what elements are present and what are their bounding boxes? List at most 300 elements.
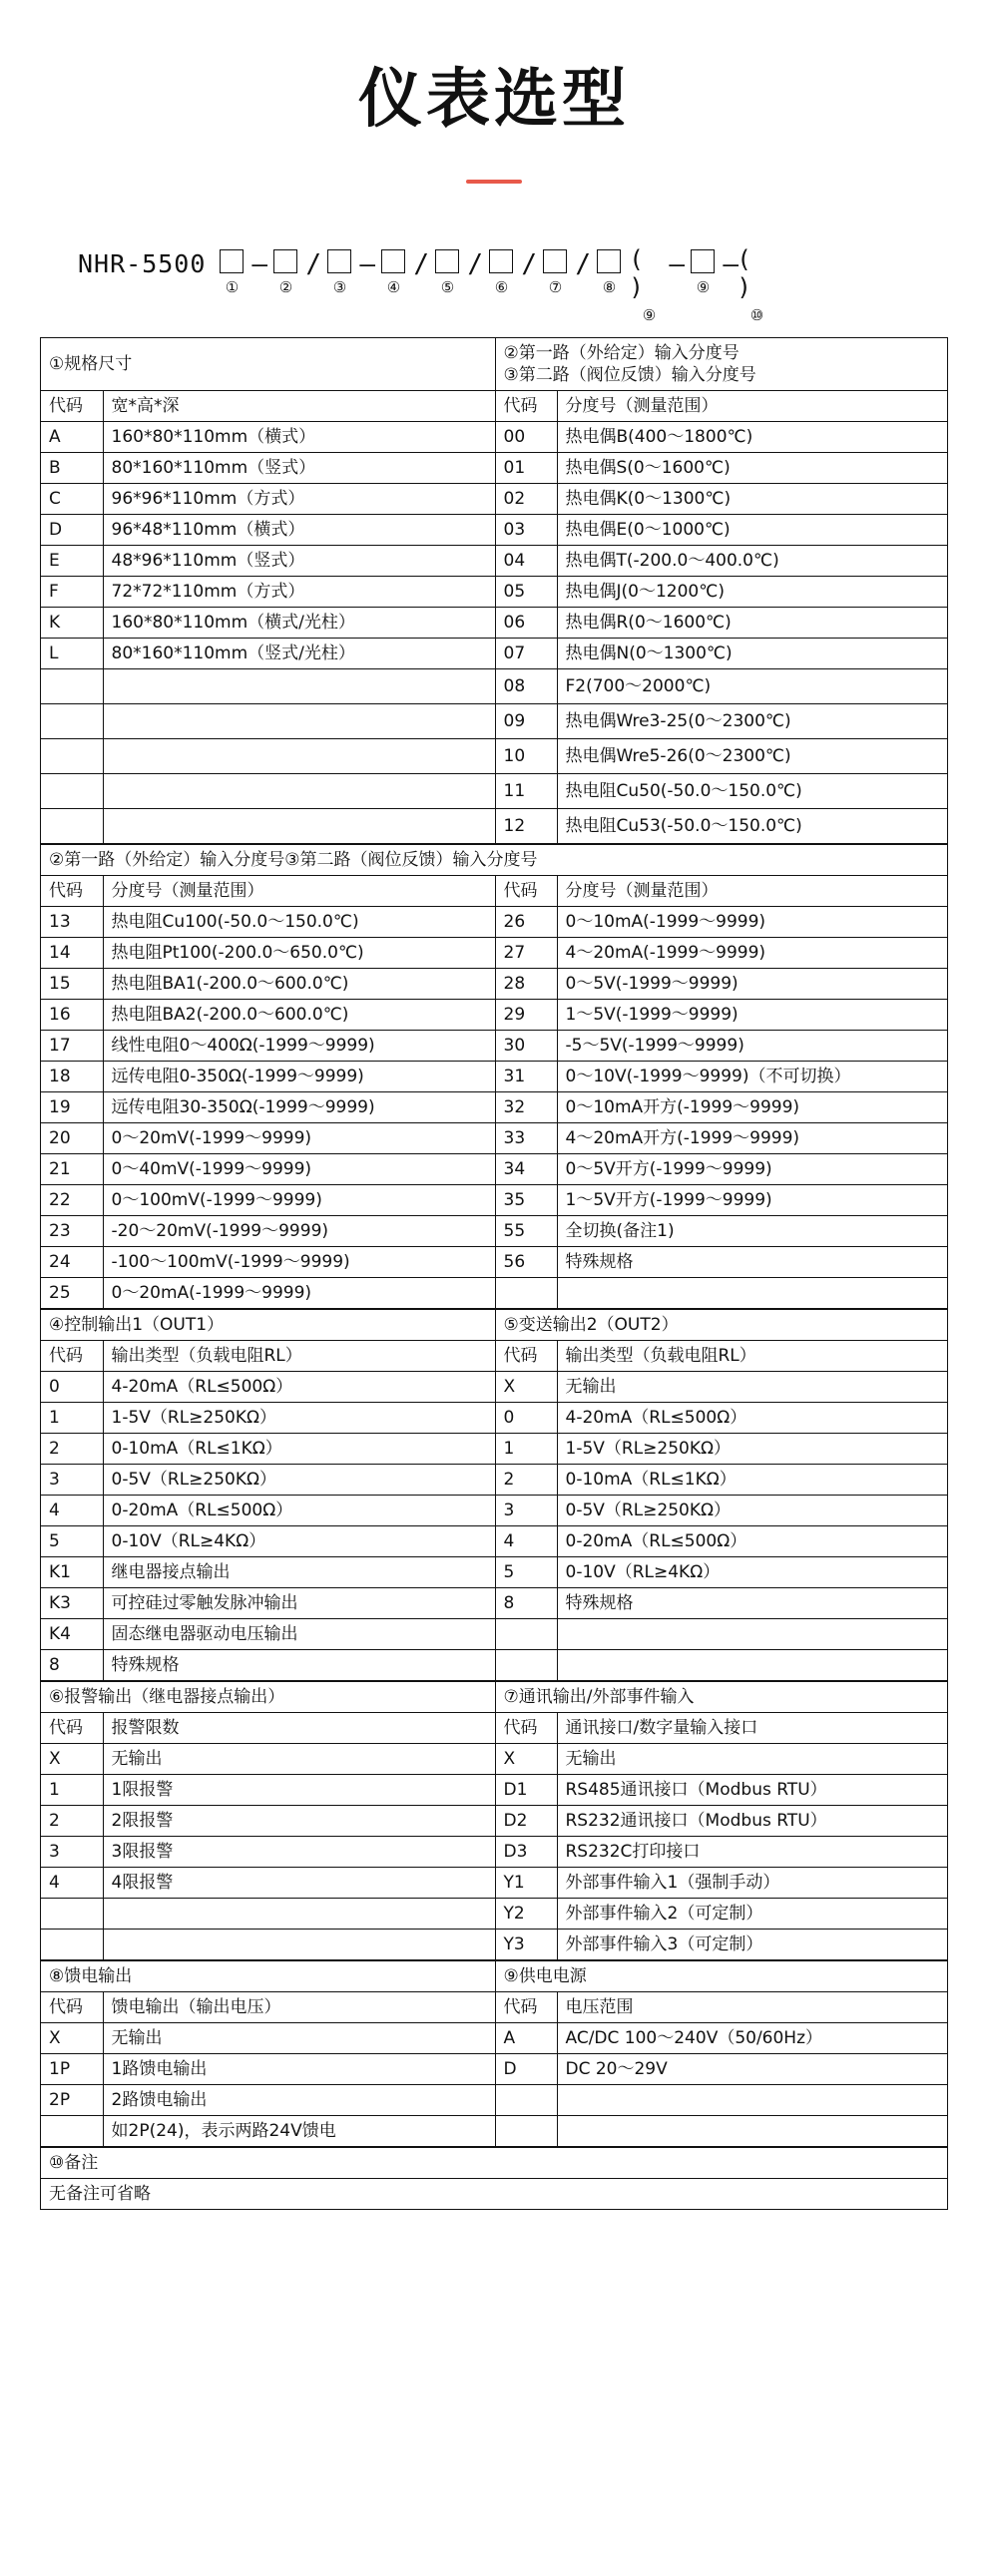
section-title-input-continued: ②第一路（外给定）输入分度号③第二路（阀位反馈）输入分度号 [41, 845, 947, 876]
size-code: L [41, 639, 103, 669]
empty-cell [495, 2116, 557, 2147]
input-value: 全切换(备注1) [557, 1216, 947, 1247]
feed-value: 1路馈电输出 [103, 2054, 495, 2085]
table-row [41, 809, 947, 844]
input-code: 06 [495, 608, 557, 639]
section-title-remarks: ⑩备注 [41, 2148, 947, 2179]
out1-value: 0-20mA（RL≤500Ω） [103, 1496, 495, 1526]
empty-cell [103, 739, 495, 774]
slot-box-8 [597, 249, 621, 273]
input-code: 26 [495, 907, 557, 938]
slot-box-9 [691, 249, 715, 273]
out1-value: 固态继电器驱动电压输出 [103, 1619, 495, 1650]
alarm-code: 3 [41, 1837, 103, 1868]
out2-code: 3 [495, 1496, 557, 1526]
model-slots [212, 243, 776, 323]
input-code: 07 [495, 639, 557, 669]
model-slot-9-paren [629, 243, 669, 323]
table-row [41, 1372, 947, 1403]
out1-value: 1-5V（RL≥250KΩ） [103, 1403, 495, 1434]
table-row [41, 1557, 947, 1588]
input-value: 远传电阻0-350Ω(-1999～9999) [103, 1062, 495, 1092]
size-code: E [41, 546, 103, 577]
input-value: 热电偶J(0～1200℃) [557, 577, 947, 608]
power-code: D [495, 2054, 557, 2085]
input-code: 00 [495, 422, 557, 453]
empty-cell [103, 704, 495, 739]
section-header-row [41, 1682, 947, 1713]
input-value: 热电阻BA2(-200.0～600.0℃) [103, 1000, 495, 1031]
input-code: 22 [41, 1185, 103, 1216]
out1-value: 可控硅过零触发脉冲输出 [103, 1588, 495, 1619]
out1-code: 5 [41, 1526, 103, 1557]
table-row [41, 739, 947, 774]
size-code: K [41, 608, 103, 639]
input-value: 线性电阻0～400Ω(-1999～9999) [103, 1031, 495, 1062]
input-code: 28 [495, 969, 557, 1000]
empty-cell [495, 2085, 557, 2116]
section-header-row [41, 1961, 947, 1992]
table-row [41, 1031, 947, 1062]
power-value: AC/DC 100～240V（50/60Hz） [557, 2023, 947, 2054]
input-code: 18 [41, 1062, 103, 1092]
size-value: 96*48*110mm（横式） [103, 515, 495, 546]
table-feed-power [41, 1960, 947, 2147]
header-value-input-right: 分度号（测量范围） [557, 876, 947, 907]
section-title-comm: ⑦通讯输出/外部事件输入 [495, 1682, 947, 1713]
model-slot-10-paren [737, 243, 776, 323]
out2-value: 1-5V（RL≥250KΩ） [557, 1434, 947, 1465]
out2-code: 1 [495, 1434, 557, 1465]
input-value: -5～5V(-1999～9999) [557, 1031, 947, 1062]
table-header-row [41, 1713, 947, 1744]
header-value-input-left: 分度号（测量范围） [103, 876, 495, 907]
slot-number-9: ⑨ [642, 307, 657, 324]
input-code: 21 [41, 1154, 103, 1185]
slot-number-4: ④ [386, 279, 401, 296]
input-value: 0～10mA(-1999～9999) [557, 907, 947, 938]
out1-value: 继电器接点输出 [103, 1557, 495, 1588]
size-code: B [41, 453, 103, 484]
header-code-size: 代码 [41, 391, 103, 422]
table-row [41, 1650, 947, 1681]
input-value: 热电阻BA1(-200.0～600.0℃) [103, 969, 495, 1000]
input-value: -100～100mV(-1999～9999) [103, 1247, 495, 1278]
title-divider [466, 180, 522, 184]
slot-separator-5: / [467, 249, 484, 279]
alarm-code: X [41, 1744, 103, 1775]
header-code-feed: 代码 [41, 1992, 103, 2023]
input-value: 0～5V开方(-1999～9999) [557, 1154, 947, 1185]
input-code: 23 [41, 1216, 103, 1247]
empty-cell [41, 774, 103, 809]
input-value: -20～20mV(-1999～9999) [103, 1216, 495, 1247]
input-value: 0～10mA开方(-1999～9999) [557, 1092, 947, 1123]
input-value: 热电偶S(0～1600℃) [557, 453, 947, 484]
empty-cell [557, 1650, 947, 1681]
out1-code: 0 [41, 1372, 103, 1403]
feed-value: 无输出 [103, 2023, 495, 2054]
table-row [41, 1154, 947, 1185]
input-value: 4～20mA(-1999～9999) [557, 938, 947, 969]
table-row [41, 1619, 947, 1650]
slot-separator-4: / [413, 249, 430, 279]
slot-number-9b: ⑨ [696, 279, 711, 296]
input-code: 05 [495, 577, 557, 608]
slot-number-3: ③ [332, 279, 347, 296]
slot-number-1: ① [225, 279, 240, 296]
empty-cell [495, 1650, 557, 1681]
input-value: 1～5V开方(-1999～9999) [557, 1185, 947, 1216]
page-title: 仪表选型 [358, 63, 630, 137]
input-code: 27 [495, 938, 557, 969]
feed-value: 2路馈电输出 [103, 2085, 495, 2116]
out1-value: 4-20mA（RL≤500Ω） [103, 1372, 495, 1403]
empty-cell [41, 809, 103, 844]
input-value: 热电阻Cu53(-50.0～150.0℃) [557, 809, 947, 844]
empty-cell [41, 669, 103, 704]
header-value-out1: 输出类型（负载电阻RL） [103, 1341, 495, 1372]
input-code: 31 [495, 1062, 557, 1092]
table-remarks [41, 2147, 947, 2210]
table-row [41, 774, 947, 809]
input-value: 热电偶K(0～1300℃) [557, 484, 947, 515]
out2-value: 特殊规格 [557, 1588, 947, 1619]
header-code-input-right: 代码 [495, 876, 557, 907]
table-row [41, 969, 947, 1000]
table-row [41, 1092, 947, 1123]
out2-value: 0-20mA（RL≤500Ω） [557, 1526, 947, 1557]
comm-code: X [495, 1744, 557, 1775]
model-code-line [40, 243, 948, 323]
table-row [41, 1775, 947, 1806]
input-value: 热电偶T(-200.0～400.0℃) [557, 546, 947, 577]
slot-paren-10: ( ) [737, 245, 751, 301]
header-value-size: 宽*高*深 [103, 391, 495, 422]
header-code-comm: 代码 [495, 1713, 557, 1744]
input-code: 33 [495, 1123, 557, 1154]
slot-separator-9: – [723, 249, 740, 279]
size-value: 72*72*110mm（方式） [103, 577, 495, 608]
slot-number-6: ⑥ [494, 279, 509, 296]
input-value: 0～100mV(-1999～9999) [103, 1185, 495, 1216]
section-header-row [41, 2148, 947, 2179]
table-row [41, 2085, 947, 2116]
table-row [41, 1496, 947, 1526]
input-value: 0～20mV(-1999～9999) [103, 1123, 495, 1154]
input-code: 30 [495, 1031, 557, 1062]
header-value-out2: 输出类型（负载电阻RL） [557, 1341, 947, 1372]
feed-code: 1P [41, 2054, 103, 2085]
feed-note: 如2P(24)，表示两路24V馈电 [103, 2116, 495, 2147]
input-value: 0～10V(-1999～9999)（不可切换） [557, 1062, 947, 1092]
spec-tables [40, 337, 948, 2210]
comm-code: D3 [495, 1837, 557, 1868]
table-row [41, 1837, 947, 1868]
input-value: F2(700～2000℃) [557, 669, 947, 704]
table-size-and-input [41, 338, 947, 844]
input-code: 55 [495, 1216, 557, 1247]
slot-number-7: ⑦ [548, 279, 563, 296]
table-row [41, 1526, 947, 1557]
slot-separator-6: / [521, 249, 538, 279]
out1-value: 特殊规格 [103, 1650, 495, 1681]
out2-code: 4 [495, 1526, 557, 1557]
section-title-feed: ⑧馈电输出 [41, 1961, 495, 1992]
table-row [41, 938, 947, 969]
table-row [41, 639, 947, 669]
out1-value: 0-10V（RL≥4KΩ） [103, 1526, 495, 1557]
table-row [41, 907, 947, 938]
input-value: 4～20mA开方(-1999～9999) [557, 1123, 947, 1154]
page-bottom-spacer [0, 2210, 988, 2220]
slot-number-8: ⑧ [602, 279, 617, 296]
section-title-alarm: ⑥报警输出（继电器接点输出） [41, 1682, 495, 1713]
slot-number-10: ⑩ [749, 307, 764, 324]
input-code: 08 [495, 669, 557, 704]
input-code: 32 [495, 1092, 557, 1123]
table-row [41, 515, 947, 546]
empty-cell [557, 2085, 947, 2116]
comm-code: D1 [495, 1775, 557, 1806]
size-code: C [41, 484, 103, 515]
feed-code: X [41, 2023, 103, 2054]
header-code-input: 代码 [495, 391, 557, 422]
size-code: D [41, 515, 103, 546]
out1-value: 0-5V（RL≥250KΩ） [103, 1465, 495, 1496]
comm-value: RS232通讯接口（Modbus RTU） [557, 1806, 947, 1837]
header-value-alarm: 报警限数 [103, 1713, 495, 1744]
table-header-row [41, 876, 947, 907]
alarm-value: 1限报警 [103, 1775, 495, 1806]
empty-cell [41, 704, 103, 739]
alarm-value: 2限报警 [103, 1806, 495, 1837]
slot-box-7 [543, 249, 567, 273]
table-row [41, 1806, 947, 1837]
input-code: 34 [495, 1154, 557, 1185]
out2-code: 2 [495, 1465, 557, 1496]
comm-code: Y2 [495, 1899, 557, 1930]
input-value: 0～5V(-1999～9999) [557, 969, 947, 1000]
out1-code: 2 [41, 1434, 103, 1465]
input-code: 24 [41, 1247, 103, 1278]
section-title-inputs [495, 338, 947, 391]
table-row [41, 453, 947, 484]
model-slot-3 [319, 243, 359, 295]
slot-paren-9: ( ) [629, 245, 644, 301]
input-value: 热电偶B(400～1800℃) [557, 422, 947, 453]
input-code: 09 [495, 704, 557, 739]
table-row [41, 2116, 947, 2147]
input-value: 热电阻Cu100(-50.0～150.0℃) [103, 907, 495, 938]
out2-code: X [495, 1372, 557, 1403]
section-header-row [41, 338, 947, 391]
table-row [41, 2054, 947, 2085]
model-slot-7 [535, 243, 575, 295]
input-value: 0～20mA(-1999～9999) [103, 1278, 495, 1309]
input-code: 20 [41, 1123, 103, 1154]
empty-cell [41, 1930, 103, 1960]
table-header-row [41, 1341, 947, 1372]
empty-cell [41, 739, 103, 774]
slot-separator-1: – [251, 249, 268, 279]
input-value: 热电偶N(0～1300℃) [557, 639, 947, 669]
alarm-value: 无输出 [103, 1744, 495, 1775]
input-value: 热电偶E(0～1000℃) [557, 515, 947, 546]
comm-code: Y1 [495, 1868, 557, 1899]
slot-number-2: ② [278, 279, 293, 296]
input-value: 特殊规格 [557, 1247, 947, 1278]
table-row [41, 1465, 947, 1496]
section-title-input-3: ③第二路（阀位反馈）输入分度号 [503, 365, 756, 385]
table-row [41, 422, 947, 453]
empty-cell [495, 1278, 557, 1309]
slot-separator-3: – [359, 249, 376, 279]
input-code: 12 [495, 809, 557, 844]
section-header-row [41, 845, 947, 876]
comm-value: RS232C打印接口 [557, 1837, 947, 1868]
slot-box-1 [220, 249, 244, 273]
table-row [41, 546, 947, 577]
empty-cell [103, 774, 495, 809]
empty-cell [495, 1619, 557, 1650]
size-value: 160*80*110mm（横式/光柱） [103, 608, 495, 639]
section-title-size: ①规格尺寸 [41, 338, 495, 391]
model-slot-8 [589, 243, 629, 295]
comm-code: D2 [495, 1806, 557, 1837]
size-value: 80*160*110mm（竖式） [103, 453, 495, 484]
out2-value: 0-10V（RL≥4KΩ） [557, 1557, 947, 1588]
table-row [41, 2179, 947, 2210]
empty-cell [103, 1899, 495, 1930]
slot-separator-2: / [305, 249, 322, 279]
table-row [41, 1123, 947, 1154]
table-row [41, 1588, 947, 1619]
size-value: 96*96*110mm（方式） [103, 484, 495, 515]
slot-number-5: ⑤ [440, 279, 455, 296]
table-outputs [41, 1309, 947, 1681]
size-code: A [41, 422, 103, 453]
header-code-alarm: 代码 [41, 1713, 103, 1744]
input-code: 29 [495, 1000, 557, 1031]
table-row [41, 1434, 947, 1465]
input-code: 25 [41, 1278, 103, 1309]
table-row [41, 669, 947, 704]
comm-value: 外部事件输入2（可定制） [557, 1899, 947, 1930]
table-input-continued [41, 844, 947, 1309]
input-value: 0～40mV(-1999～9999) [103, 1154, 495, 1185]
input-value: 热电阻Pt100(-200.0～650.0℃) [103, 938, 495, 969]
table-row [41, 1000, 947, 1031]
table-row [41, 1278, 947, 1309]
input-code: 14 [41, 938, 103, 969]
input-code: 02 [495, 484, 557, 515]
table-row [41, 1868, 947, 1899]
model-name: NHR-5500 [78, 249, 207, 278]
slot-box-2 [273, 249, 297, 273]
empty-cell [103, 1930, 495, 1960]
comm-value: 外部事件输入3（可定制） [557, 1930, 947, 1960]
slot-box-5 [435, 249, 459, 273]
empty-cell [557, 1278, 947, 1309]
size-code: F [41, 577, 103, 608]
size-value: 48*96*110mm（竖式） [103, 546, 495, 577]
empty-cell [557, 2116, 947, 2147]
table-row [41, 1744, 947, 1775]
model-slot-1 [212, 243, 251, 295]
out2-code: 8 [495, 1588, 557, 1619]
empty-cell [103, 809, 495, 844]
input-code: 15 [41, 969, 103, 1000]
model-slot-2 [265, 243, 305, 295]
table-row [41, 1403, 947, 1434]
header-value-input: 分度号（测量范围） [557, 391, 947, 422]
comm-value: 无输出 [557, 1744, 947, 1775]
input-value: 热电阻Cu50(-50.0～150.0℃) [557, 774, 947, 809]
input-value: 热电偶Wre5-26(0～2300℃) [557, 739, 947, 774]
out1-code: 4 [41, 1496, 103, 1526]
table-row [41, 1185, 947, 1216]
slot-box-3 [327, 249, 351, 273]
header-code-input-left: 代码 [41, 876, 103, 907]
input-value: 远传电阻30-350Ω(-1999～9999) [103, 1092, 495, 1123]
table-row [41, 1062, 947, 1092]
out1-code: K1 [41, 1557, 103, 1588]
table-row [41, 484, 947, 515]
section-title-input-2: ②第一路（外给定）输入分度号 [503, 343, 740, 363]
size-value: 80*160*110mm（竖式/光柱） [103, 639, 495, 669]
alarm-code: 2 [41, 1806, 103, 1837]
out1-code: K4 [41, 1619, 103, 1650]
header-value-comm: 通讯接口/数字量输入接口 [557, 1713, 947, 1744]
table-row [41, 1247, 947, 1278]
input-code: 10 [495, 739, 557, 774]
comm-value: RS485通讯接口（Modbus RTU） [557, 1775, 947, 1806]
out1-code: 1 [41, 1403, 103, 1434]
table-row [41, 2023, 947, 2054]
feed-code [41, 2116, 103, 2147]
section-title-out2: ⑤变送输出2（OUT2） [495, 1310, 947, 1341]
out2-value: 0-10mA（RL≤1KΩ） [557, 1465, 947, 1496]
table-row [41, 704, 947, 739]
input-value: 热电偶R(0～1600℃) [557, 608, 947, 639]
empty-cell [557, 1619, 947, 1650]
input-code: 19 [41, 1092, 103, 1123]
input-code: 56 [495, 1247, 557, 1278]
out2-value: 4-20mA（RL≤500Ω） [557, 1403, 947, 1434]
slot-separator-8: – [669, 249, 686, 279]
slot-box-4 [381, 249, 405, 273]
header-code-out1: 代码 [41, 1341, 103, 1372]
table-header-row [41, 1992, 947, 2023]
slot-separator-7: / [575, 249, 592, 279]
power-value: DC 20～29V [557, 2054, 947, 2085]
out1-code: 8 [41, 1650, 103, 1681]
power-code: A [495, 2023, 557, 2054]
header-value-feed: 馈电输出（输出电压） [103, 1992, 495, 2023]
input-code: 01 [495, 453, 557, 484]
section-title-out1: ④控制输出1（OUT1） [41, 1310, 495, 1341]
section-title-power: ⑨供电电源 [495, 1961, 947, 1992]
header-code-out2: 代码 [495, 1341, 557, 1372]
feed-code: 2P [41, 2085, 103, 2116]
input-code: 03 [495, 515, 557, 546]
alarm-code: 4 [41, 1868, 103, 1899]
out2-code: 0 [495, 1403, 557, 1434]
table-row [41, 577, 947, 608]
out1-code: K3 [41, 1588, 103, 1619]
table-row [41, 1930, 947, 1960]
